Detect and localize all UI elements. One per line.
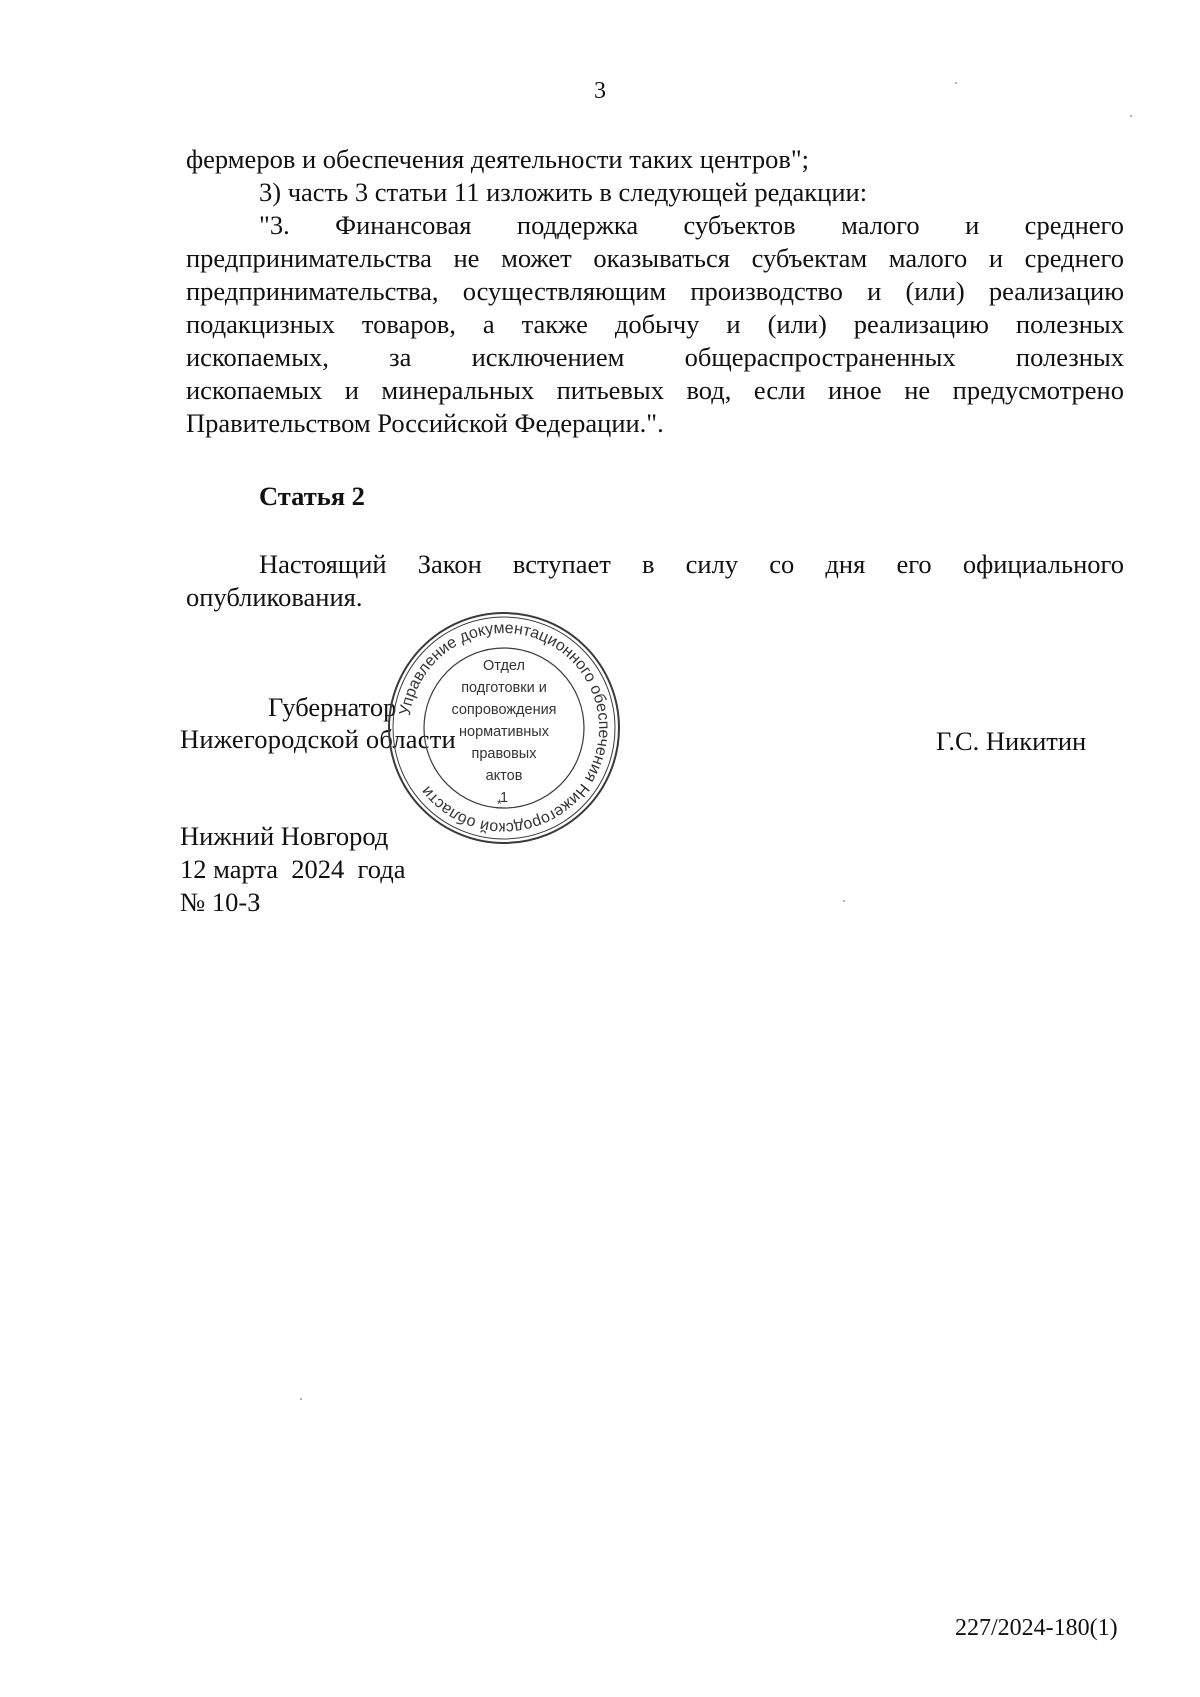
official-stamp xyxy=(384,608,624,848)
stamp-ring-text: Управление документационного обеспечения Нижегородской области xyxy=(396,619,613,837)
paragraph-3-line: ископаемых и минеральных питьевых вод, если иное не предусмотрено xyxy=(186,375,1124,405)
scan-speck xyxy=(843,900,845,902)
paragraph-3-line: ископаемых, за исключением общераспространенных полезных xyxy=(186,342,1124,372)
stamp-center-line: сопровождения xyxy=(451,702,557,718)
signatory-name: Г.С. Никитин xyxy=(936,726,1087,756)
paragraph-3 xyxy=(186,209,1124,440)
stamp-center-line: правовых xyxy=(471,746,537,762)
page-number: 3 xyxy=(594,78,606,104)
article-text-line: опубликования. xyxy=(186,582,363,612)
stamp-center-line: 1 xyxy=(499,790,509,806)
scan-speck xyxy=(1130,115,1132,117)
paragraph-3-line: "3. Финансовая поддержка субъектов малого и среднего xyxy=(259,210,1124,240)
scan-speck xyxy=(955,82,957,84)
registry-number: 227/2024-180(1) xyxy=(955,1615,1118,1641)
article-heading: Статья 2 xyxy=(259,481,365,511)
paragraph-1: фермеров и обеспечения деятельности таких центров"; xyxy=(186,144,810,174)
city: Нижний Новгород xyxy=(180,821,389,851)
stamp-center-line: подготовки и xyxy=(461,680,547,696)
paragraph-3-line: предпринимательства не может оказываться субъектам малого и среднего xyxy=(186,243,1124,273)
signatory-title-line1: Губернатор xyxy=(268,692,397,722)
signatory-title-line2: Нижегородской области xyxy=(180,724,456,754)
paragraph-2: 3) часть 3 статьи 11 изложить в следующей редакции: xyxy=(259,177,868,207)
stamp-center-line: нормативных xyxy=(459,724,549,740)
svg-text:*: * xyxy=(497,797,502,811)
stamp-center-line: актов xyxy=(485,768,523,784)
scan-speck xyxy=(300,1398,302,1400)
date: 12 марта 2024 года xyxy=(180,854,406,884)
paragraph-3-line: Правительством Российской Федерации.". xyxy=(186,408,664,438)
article-text-line: Настоящий Закон вступает в силу со дня его официального xyxy=(259,549,1124,579)
place-date-block xyxy=(180,820,405,919)
paragraph-3-line: подакцизных товаров, а также добычу и (или) реализацию полезных xyxy=(186,309,1124,339)
document-body xyxy=(186,143,1124,440)
law-number: № 10-З xyxy=(180,887,261,917)
article-text xyxy=(186,548,1124,614)
paragraph-3-line: предпринимательства, осуществляющим производство и (или) реализацию xyxy=(186,276,1124,306)
stamp-center-line: Отдел xyxy=(483,658,525,674)
